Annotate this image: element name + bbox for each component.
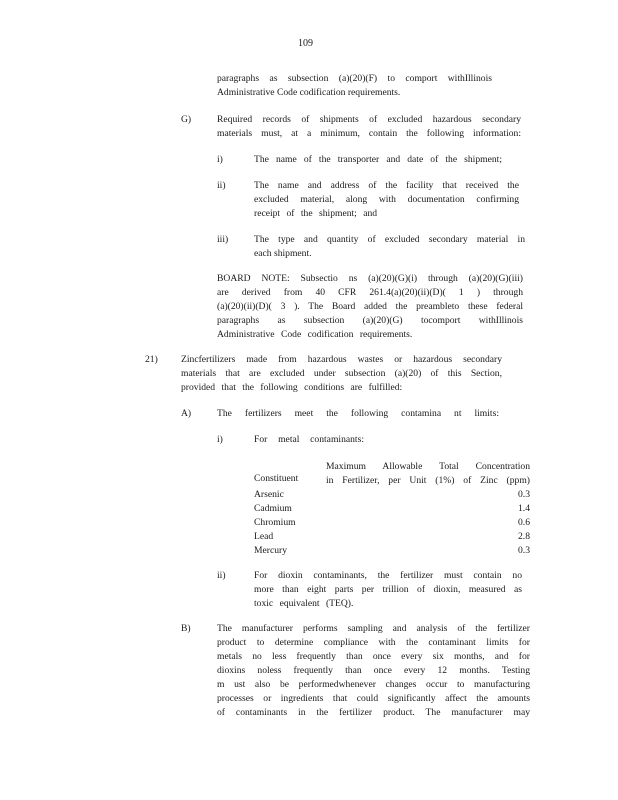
text-line: more than eight parts per trillion of dioxin, measured as	[254, 584, 522, 595]
text-line: toxic equivalent (TEQ).	[254, 598, 354, 609]
item-label-A: A)	[181, 408, 192, 419]
text-line: paragraphs as subsection (a)(20)(F) to comport withIllinois	[217, 73, 492, 84]
paragraph-A	[217, 407, 499, 421]
item-label-A-ii: ii)	[217, 570, 226, 581]
concentration-value: 0.6	[518, 517, 530, 528]
constituent-name: Mercury	[254, 545, 288, 556]
constituent-name: Arsenic	[254, 489, 284, 500]
text-line: receipt of the shipment; and	[254, 208, 378, 219]
item-label-G-i: i)	[217, 154, 223, 165]
text-line: metals no less frequently than once every six months, and for	[217, 651, 530, 662]
text-line: BOARD NOTE: Subsectio ns (a)(20)(G)(i) through (a)(20)(G)(iii)	[217, 273, 523, 284]
paragraph-G-ii	[254, 179, 519, 221]
page-number: 109	[298, 38, 313, 49]
table-header-constituent: Constituent	[254, 473, 299, 484]
table-header-concentration	[326, 460, 530, 488]
concentration-value: 0.3	[518, 545, 530, 556]
item-label-A-i: i)	[217, 434, 223, 445]
paragraph-G-iii	[254, 233, 525, 261]
table-row	[254, 488, 530, 502]
table-row	[254, 544, 530, 558]
item-label-G-ii: ii)	[217, 180, 226, 191]
text-line: paragraphs as subsection (a)(20)(G) tocomport withIllinois	[217, 315, 523, 326]
text-line: Required records of shipments of excluded hazardous secondary	[217, 114, 521, 125]
item-label-B: B)	[181, 623, 191, 634]
text-line: processes or ingredients that could significantly affect the amounts	[217, 693, 530, 704]
intro-paragraph	[217, 72, 492, 100]
text-line: The type and quantity of excluded secondary material in	[254, 234, 525, 245]
text-line: dioxins noless frequently than once every 12 months. Testing	[217, 665, 530, 676]
table-row	[254, 516, 530, 530]
text-line: materials must, at a minimum, contain the following information:	[217, 128, 521, 139]
paragraph-B	[217, 622, 530, 720]
text-line: excluded material, along with documentation confirming	[254, 194, 519, 205]
table-row	[254, 530, 530, 544]
text-line: For metal contaminants:	[254, 434, 364, 445]
constituent-name: Lead	[254, 531, 274, 542]
text-line: Administrative Code codification requirements.	[217, 329, 413, 340]
text-line: of contaminants in the fertilizer product. The manufacturer may	[217, 707, 530, 718]
text-line: product to determine compliance with the contaminant limits for	[217, 637, 530, 648]
text-line: The name and address of the facility that received the	[254, 180, 519, 191]
concentration-value: 1.4	[518, 503, 530, 514]
item-label-G: G)	[181, 114, 192, 125]
text-line: The manufacturer performs sampling and analysis of the fertilizer	[217, 623, 530, 634]
text-line: m ust also be performedwhenever changes occur to manufacturing	[217, 679, 530, 690]
text-line: The fertilizers meet the following contamina nt limits:	[217, 408, 499, 419]
concentration-value: 2.8	[518, 531, 530, 542]
text-line: (a)(20)(ii)(D)( 3 ). The Board added the preambleto these federal	[217, 301, 523, 312]
paragraph-21	[181, 353, 502, 395]
text-line: provided that the following conditions are fulfilled:	[181, 382, 403, 393]
text-line: For dioxin contaminants, the fertilizer must contain no	[254, 570, 522, 581]
constituent-name: Cadmium	[254, 503, 292, 514]
item-label-21: 21)	[145, 354, 158, 365]
board-note	[217, 272, 523, 342]
concentration-value: 0.3	[518, 489, 530, 500]
header-line: in Fertilizer, per Unit (1%) of Zinc (ppm)	[326, 475, 530, 486]
paragraph-A-ii	[254, 569, 522, 611]
table-row	[254, 502, 530, 516]
constituent-name: Chromium	[254, 517, 296, 528]
text-line: are derived from 40 CFR 261.4(a)(20)(ii)(D)( 1 ) through	[217, 287, 523, 298]
paragraph-G-i	[254, 153, 502, 167]
text-line: Administrative Code codification requirements.	[217, 87, 401, 98]
text-line: The name of the transporter and date of the shipment;	[254, 154, 502, 165]
paragraph-A-i	[254, 433, 364, 447]
item-label-G-iii: iii)	[217, 234, 229, 245]
text-line: Zincfertilizers made from hazardous wastes or hazardous secondary	[181, 354, 502, 365]
header-line: Maximum Allowable Total Concentration	[326, 461, 530, 472]
text-line: each shipment.	[254, 248, 312, 259]
text-line: materials that are excluded under subsection (a)(20) of this Section,	[181, 368, 502, 379]
paragraph-G	[217, 113, 521, 141]
